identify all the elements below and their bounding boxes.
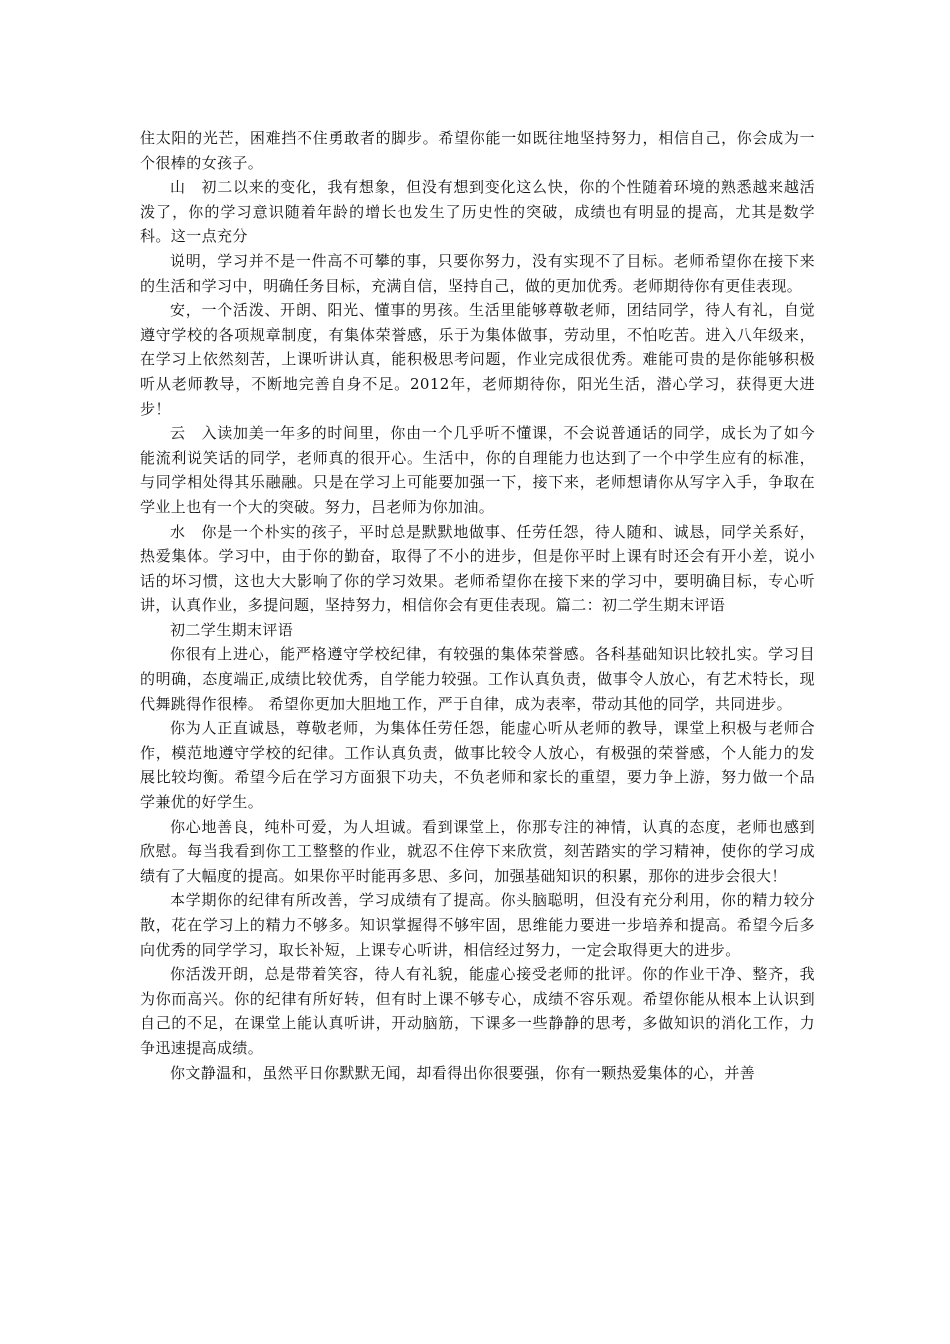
paragraph-3: 说明，学习并不是一件高不可攀的事，只要你努力，没有实现不了目标。老师希望你在接下来的生活和学习中，明确任务目标，充满自信，坚持自己，做的更加优秀。老师期待你有更佳表现。 [140,251,815,295]
paragraph-13: 你文静温和，虽然平日你默默无闻，却看得出你很要强，你有一颗热爱集体的心，并善 [170,1063,756,1082]
paragraph-6: 水 你是一个朴实的孩子，平时总是默默地做事、任劳任怨，待人随和、诚恳，同学关系好，热爱集体。学习中，由于你的勤奋，取得了不小的进步，但是你平时上课有时还会有开小差，说小话的坏习惯，这也大大影响了你的学习效果。老师希望你在接下来的学习中，要明确目标，专心听讲，认真作业，多提问题，坚持努力，相信你会有更佳表现。篇二：初二学生期末评语 [140,522,815,615]
paragraph-9: 你为人正直诚恳，尊敬老师，为集体任劳任怨，能虚心听从老师的教导，课堂上积极与老师合作，模范地遵守学校的纪律。工作认真负责，做事比较令人放心，有极强的荣誉感，个人能力的发展比较均衡。希望今后在学习方面狠下功夫，不负老师和家长的重望，要力争上游，努力做一个品学兼优的好学生。 [140,719,815,812]
paragraph-4: 安，一个活泼、开朗、阳光、懂事的男孩。生活里能够尊敬老师，团结同学，待人有礼，自觉遵守学校的各项规章制度，有集体荣誉感，乐于为集体做事，劳动里，不怕吃苦。进入八年级来，在学习上依然刻苦，上课听讲认真，能积极思考问题，作业完成很优秀。难能可贵的是你能够积极听从老师教导，不断地完善自身不足。2012年，老师期待你，阳光生活，潜心学习，获得更大进步！ [140,301,815,418]
paragraph-2: 山 初二以来的变化，我有想象，但没有想到变化这么快，你的个性随着环境的熟悉越来越活泼了，你的学习意识随着年龄的增长也发生了历史性的突破，成绩也有明显的提高，尤其是数学科。这一点充分 [140,178,815,246]
document-body [140,126,815,1085]
paragraph-5: 云 入读加美一年多的时间里，你由一个几乎听不懂课，不会说普通话的同学，成长为了如今能流利说笑话的同学，老师真的很开心。生活中，你的自理能力也达到了一个中学生应有的标准，与同学相处得其乐融融。只是在学习上可能要加强一下，接下来，老师想请你从写字入手，争取在学业上也有一个大的突破。努力，吕老师为你加油。 [140,424,815,516]
paragraph-12: 你活泼开朗，总是带着笑容，待人有礼貌，能虚心接受老师的批评。你的作业干净、整齐，我为你而高兴。你的纪律有所好转，但有时上课不够专心，成绩不容乐观。希望你能从根本上认识到自己的不足，在课堂上能认真听讲，开动脑筋，下课多一些静静的思考，多做知识的消化工作，力争迅速提高成绩。 [140,965,815,1057]
paragraph-8: 你很有上进心，能严格遵守学校纪律，有较强的集体荣誉感。各科基础知识比较扎实。学习目的明确，态度端正,成绩比较优秀，自学能力较强。工作认真负责，做事令人放心，有艺术特长，现代舞跳得作很棒。 希望你更加大胆地工作，严于自律，成为表率，带动其他的同学，共同进步。 [140,645,815,713]
paragraph-10: 你心地善良，纯朴可爱，为人坦诚。看到课堂上，你那专注的神情，认真的态度，老师也感到欣慰。每当我看到你工工整整的作业，就忍不住停下来欣赏，刻苦踏实的学习精神，使你的学习成绩有了大幅度的提高。如果你平时能再多思、多问，加强基础知识的积累，那你的进步会很大！ [140,817,815,885]
paragraph-1: 住太阳的光芒，困难挡不住勇敢者的脚步。希望你能一如既往地坚持努力，相信自己，你会成为一个很棒的女孩子。 [140,129,815,172]
paragraph-11: 本学期你的纪律有所改善，学习成绩有了提高。你头脑聪明，但没有充分利用，你的精力较分散，花在学习上的精力不够多。知识掌握得不够牢固，思维能力要进一步培养和提高。希望今后多向优秀的同学学习，取长补短，上课专心听讲，相信经过努力，一定会取得更大的进步。 [140,891,815,959]
section-heading: 初二学生期末评语 [170,620,294,639]
